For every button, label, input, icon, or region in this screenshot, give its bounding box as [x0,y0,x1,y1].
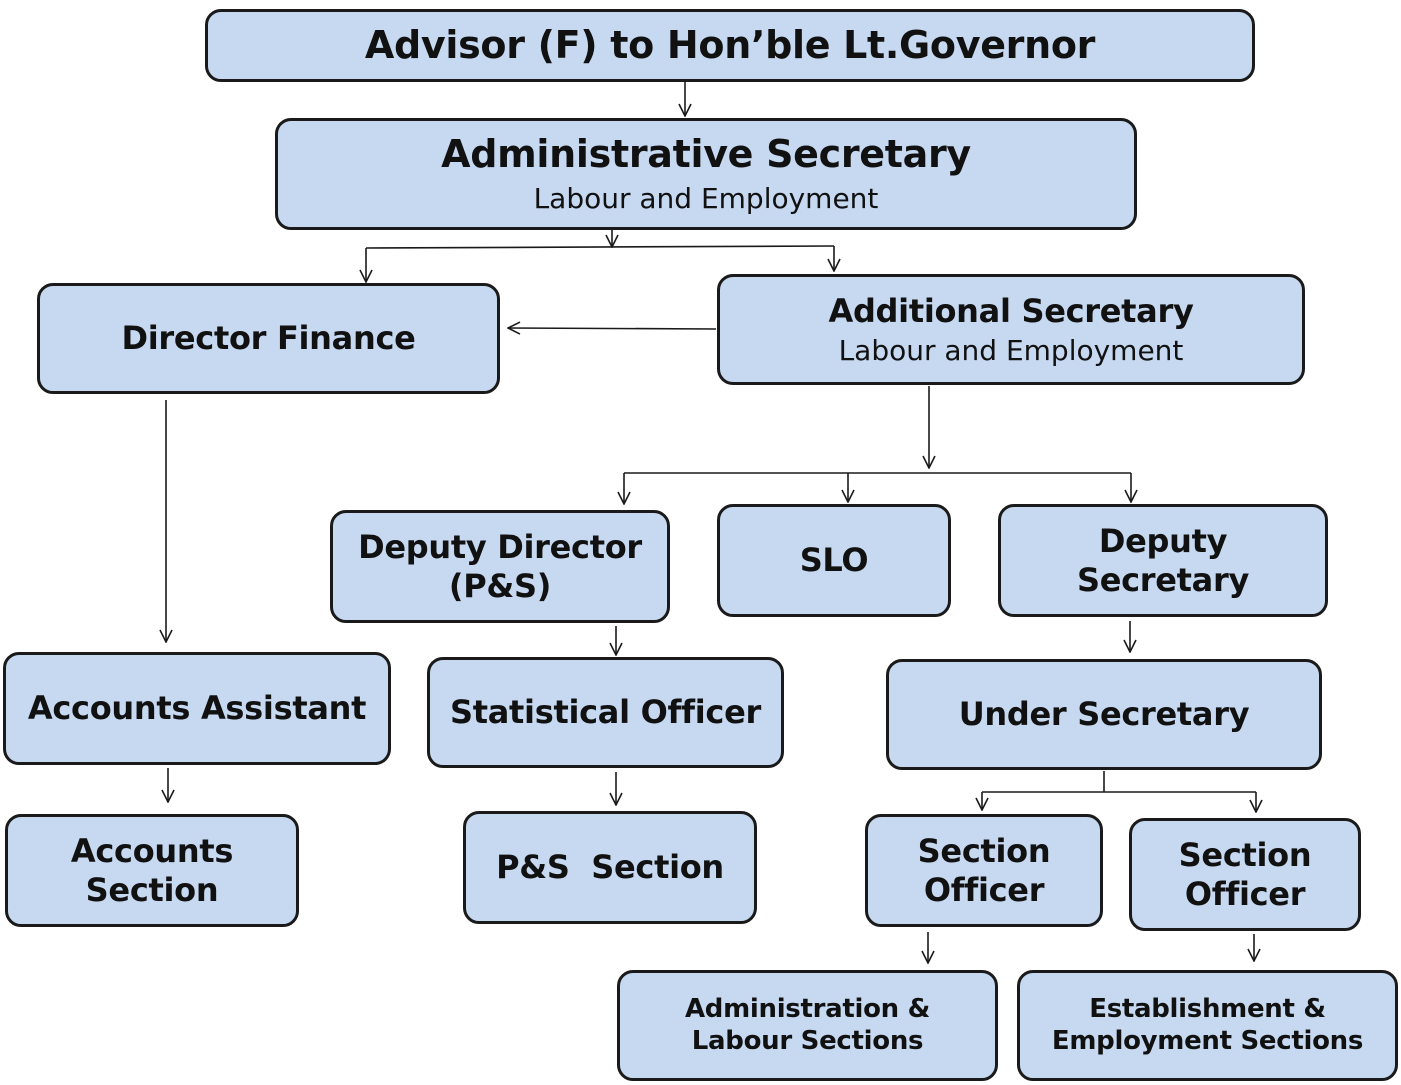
deputy-secretary-box [998,504,1328,617]
deputy-director-title-line1: Deputy Director [358,528,642,567]
section-officer-box-2 [1129,818,1361,931]
slo-title: SLO [799,541,869,580]
ps-section-title: P&S Section [496,848,724,887]
establishment-employment-sections-box [1017,970,1398,1081]
advisor-box [205,9,1255,82]
branch-line-admin-secretary [366,246,834,248]
statistical-officer-title: Statistical Officer [450,693,761,732]
arrow-additional-to-director-finance [508,328,716,329]
section-officer-1-title-line2: Officer [923,870,1045,909]
advisor-title: Advisor (F) to Hon’ble Lt.Governor [364,22,1096,67]
director-finance-title: Director Finance [121,319,416,358]
establishment-employment-title-line2: Employment Sections [1051,1025,1364,1056]
accounts-section-box [5,814,299,927]
additional-secretary-title: Additional Secretary [828,291,1194,330]
additional-secretary-subtitle: Labour and Employment [838,333,1184,367]
administrative-secretary-title: Administrative Secretary [441,132,971,177]
administration-labour-title-line2: Labour Sections [691,1025,924,1056]
accounts-section-title-line1: Accounts [70,832,234,871]
slo-box [717,504,951,617]
ps-section-box [463,811,757,924]
deputy-director-box [330,510,670,623]
section-officer-2-title-line2: Officer [1184,874,1306,913]
accounts-assistant-title: Accounts Assistant [27,689,367,728]
administrative-secretary-subtitle: Labour and Employment [533,182,879,215]
deputy-director-title-line2: (P&S) [448,566,552,605]
administrative-secretary-box [275,118,1137,230]
section-officer-2-title-line1: Section [1178,836,1312,875]
administration-labour-title-line1: Administration & [684,994,931,1025]
accounts-assistant-box [3,652,391,765]
under-secretary-box [886,659,1322,770]
statistical-officer-box [427,657,784,768]
deputy-secretary-title-line2: Secretary [1076,560,1250,599]
under-secretary-title: Under Secretary [958,695,1250,734]
deputy-secretary-title-line1: Deputy [1098,522,1228,561]
administration-labour-sections-box [617,970,998,1081]
additional-secretary-box [717,274,1305,385]
accounts-section-title-line2: Section [85,870,219,909]
section-officer-1-title-line1: Section [917,832,1051,871]
section-officer-box-1 [865,814,1103,927]
establishment-employment-title-line1: Establishment & [1089,994,1326,1025]
director-finance-box [37,283,500,394]
